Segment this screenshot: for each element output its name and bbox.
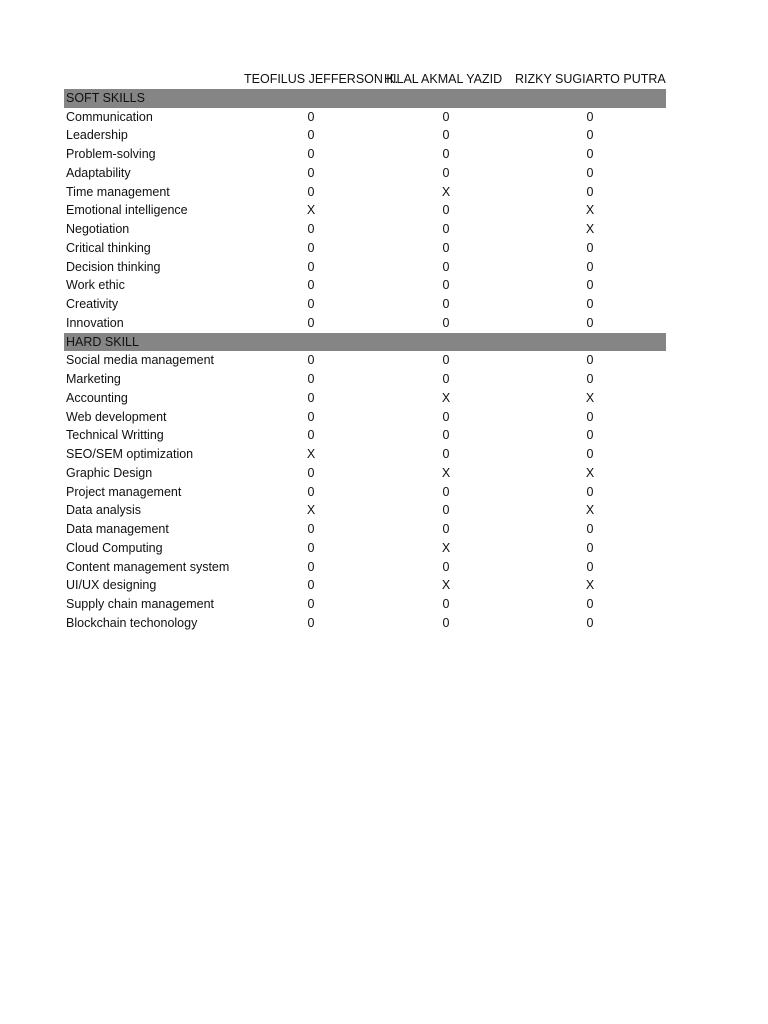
table-row	[64, 201, 666, 220]
skill-mark-cell: 0	[307, 240, 315, 255]
skill-mark-cell: 0	[442, 315, 450, 330]
skill-mark-cell: 0	[307, 147, 315, 161]
skill-mark-cell: 0	[307, 165, 315, 180]
skill-mark-cell: 0	[307, 315, 315, 330]
skill-mark-cell: 0	[442, 615, 450, 630]
table-row	[64, 595, 666, 614]
skill-name: Accounting	[66, 390, 128, 405]
skill-mark-cell: 0	[586, 259, 594, 274]
skill-mark-cell: 0	[307, 109, 315, 124]
table-row	[64, 108, 666, 127]
skills-sheet	[64, 70, 666, 633]
skill-mark-cell: 0	[442, 428, 450, 443]
skill-mark-cell: 0	[586, 540, 594, 555]
table-row	[64, 145, 666, 164]
skill-name: SEO/SEM optimization	[66, 447, 194, 461]
skill-mark-cell: 0	[586, 559, 594, 574]
skill-name: Data analysis	[66, 503, 142, 518]
skill-mark-cell: 0	[586, 109, 594, 124]
skill-mark-cell: X	[441, 578, 451, 593]
skill-name: Cloud Computing	[66, 540, 163, 555]
section-header: HARD SKILL	[64, 333, 666, 352]
table-row	[64, 351, 666, 370]
skill-mark-cell: 0	[307, 372, 315, 386]
skill-name: Decision thinking	[66, 259, 161, 274]
skill-mark-cell: 0	[586, 409, 594, 424]
skill-mark-cell: 0	[307, 278, 315, 293]
skill-mark-cell: 0	[307, 559, 315, 574]
skill-mark-cell: 0	[442, 128, 450, 143]
skill-mark-cell: X	[585, 503, 595, 518]
skill-name: Critical thinking	[66, 240, 151, 255]
column-header-rizky: RIZKY SUGIARTO PUTRA	[515, 72, 666, 86]
sections-container	[64, 89, 666, 633]
skill-mark-cell: 0	[442, 259, 450, 274]
skill-name: Time management	[66, 184, 170, 199]
skill-mark-cell: X	[585, 222, 595, 236]
skill-mark-cell: 0	[442, 222, 450, 236]
skill-name: Work ethic	[66, 278, 125, 293]
skill-mark-cell: 0	[307, 184, 315, 199]
skill-mark-cell: 0	[307, 540, 315, 555]
skill-mark-cell: 0	[307, 128, 315, 143]
skill-mark-cell: X	[585, 465, 595, 480]
skill-mark-cell: 0	[586, 147, 594, 161]
skill-name: Supply chain management	[66, 597, 215, 611]
table-row	[64, 126, 666, 145]
skill-mark-cell: 0	[586, 428, 594, 443]
skill-name: Graphic Design	[66, 465, 153, 480]
skill-mark-cell: 0	[442, 297, 450, 311]
skill-mark-cell: X	[441, 540, 451, 555]
skill-mark-cell: 0	[442, 597, 450, 611]
skill-mark-cell: 0	[586, 278, 594, 293]
skill-name: Negotiation	[66, 222, 130, 236]
skill-mark-cell: 0	[307, 597, 315, 611]
skill-mark-cell: 0	[442, 484, 450, 499]
skill-mark-cell: 0	[442, 240, 450, 255]
skill-mark-cell: 0	[307, 390, 315, 405]
skill-mark-cell: X	[441, 390, 451, 405]
skill-mark-cell: 0	[442, 559, 450, 574]
table-row	[64, 520, 666, 539]
skill-mark-cell: X	[585, 578, 595, 593]
table-row	[64, 220, 666, 239]
skill-mark-cell: X	[585, 390, 595, 405]
skill-mark-cell: 0	[586, 297, 594, 311]
skill-mark-cell: 0	[442, 409, 450, 424]
skill-mark-cell: 0	[442, 165, 450, 180]
table-row	[64, 426, 666, 445]
skill-name: Social media management	[66, 353, 214, 368]
table-row	[64, 558, 666, 577]
table-row	[64, 239, 666, 258]
skill-mark-cell: 0	[307, 578, 315, 593]
skill-mark-cell: X	[441, 465, 451, 480]
skill-mark-cell: X	[306, 447, 316, 461]
table-row	[64, 164, 666, 183]
skill-mark-cell: 0	[307, 465, 315, 480]
skill-mark-cell: 0	[586, 597, 594, 611]
table-row	[64, 614, 666, 633]
skill-mark-cell: 0	[586, 240, 594, 255]
skill-mark-cell: 0	[442, 147, 450, 161]
table-row	[64, 276, 666, 295]
skill-name: Communication	[66, 109, 153, 124]
skill-mark-cell: 0	[586, 315, 594, 330]
skill-name: Technical Writting	[66, 428, 164, 443]
skill-mark-cell: 0	[442, 203, 450, 218]
skill-mark-cell: 0	[307, 615, 315, 630]
skill-mark-cell: X	[585, 203, 595, 218]
table-row	[64, 370, 666, 389]
skill-mark-cell: X	[306, 203, 316, 218]
table-row	[64, 183, 666, 202]
skill-mark-cell: 0	[307, 428, 315, 443]
table-row	[64, 314, 666, 333]
table-row	[64, 408, 666, 427]
column-header-hilal: HILAL AKMAL YAZID	[384, 72, 503, 86]
skill-mark-cell: 0	[307, 353, 315, 368]
skill-name: Project management	[66, 484, 182, 499]
skill-mark-cell: 0	[586, 522, 594, 536]
skill-mark-cell: 0	[307, 297, 315, 311]
skill-mark-cell: 0	[442, 522, 450, 536]
skill-mark-cell: X	[306, 503, 316, 518]
skill-name: Emotional intelligence	[66, 203, 188, 218]
skill-mark-cell: X	[441, 184, 451, 199]
table-row	[64, 576, 666, 595]
skill-mark-cell: 0	[307, 222, 315, 236]
skill-mark-cell: 0	[586, 165, 594, 180]
skill-name: Creativity	[66, 297, 119, 311]
skill-mark-cell: 0	[442, 109, 450, 124]
skill-mark-cell: 0	[442, 372, 450, 386]
skill-mark-cell: 0	[442, 503, 450, 518]
table-row	[64, 539, 666, 558]
skill-name: Blockchain techonology	[66, 615, 198, 630]
column-header-teofilus: TEOFILUS JEFFERSON K.	[244, 72, 399, 86]
skill-mark-cell: 0	[586, 372, 594, 386]
skill-name: UI/UX designing	[66, 578, 157, 593]
skill-mark-cell: 0	[307, 259, 315, 274]
table-row	[64, 295, 666, 314]
skill-name: Web development	[66, 409, 167, 424]
section-header: SOFT SKILLS	[64, 89, 666, 108]
table-row	[64, 483, 666, 502]
skill-name: Data management	[66, 522, 169, 536]
skill-name: Leadership	[66, 128, 128, 143]
skill-name: Problem-solving	[66, 147, 156, 161]
skill-mark-cell: 0	[586, 615, 594, 630]
skill-mark-cell: 0	[442, 447, 450, 461]
skill-mark-cell: 0	[586, 184, 594, 199]
skill-mark-cell: 0	[307, 409, 315, 424]
table-row	[64, 258, 666, 277]
table-row	[64, 464, 666, 483]
skill-mark-cell: 0	[442, 353, 450, 368]
skill-name: Content management system	[66, 559, 230, 574]
skill-mark-cell: 0	[307, 522, 315, 536]
skill-mark-cell: 0	[586, 353, 594, 368]
table-row	[64, 501, 666, 520]
skill-name: Adaptability	[66, 165, 131, 180]
skill-mark-cell: 0	[586, 128, 594, 143]
table-row	[64, 389, 666, 408]
skill-mark-cell: 0	[442, 278, 450, 293]
skill-name: Marketing	[66, 372, 121, 386]
table-row	[64, 445, 666, 464]
column-header-row	[64, 70, 666, 89]
skill-mark-cell: 0	[307, 484, 315, 499]
skill-mark-cell: 0	[586, 447, 594, 461]
skill-mark-cell: 0	[586, 484, 594, 499]
skill-name: Innovation	[66, 315, 124, 330]
